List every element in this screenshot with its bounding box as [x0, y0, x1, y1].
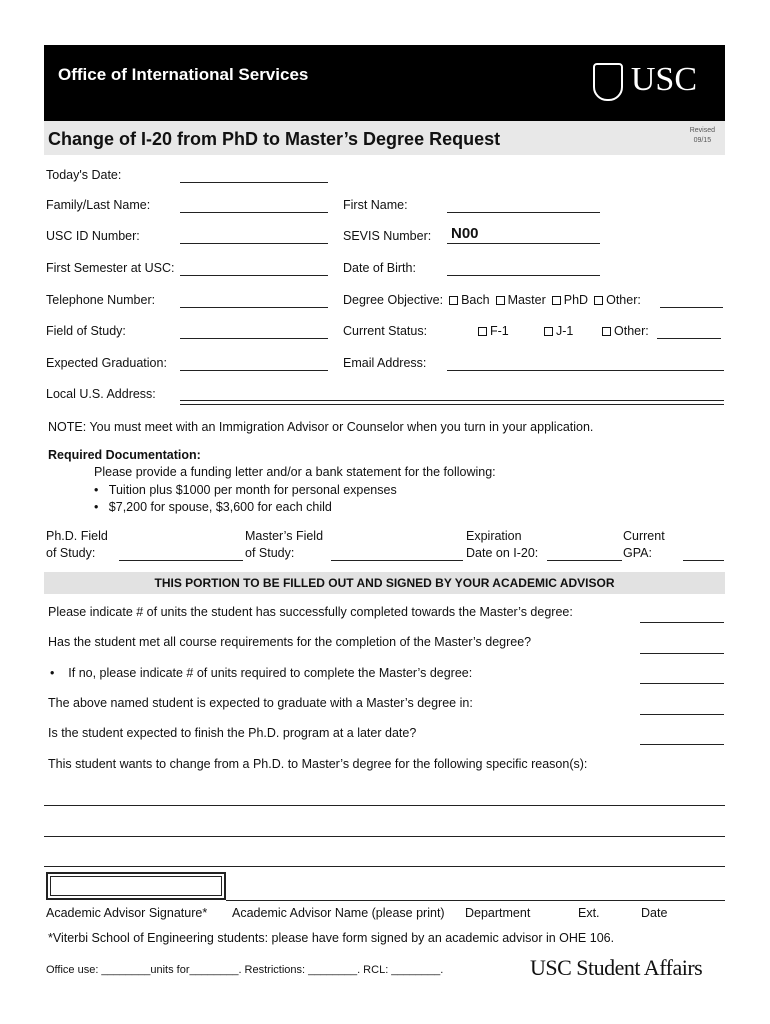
dob-label: Date of Birth: — [343, 261, 416, 275]
units-required-field[interactable] — [640, 683, 724, 684]
other-status-field[interactable] — [657, 338, 721, 339]
signature-label: Academic Advisor Signature* — [46, 906, 208, 920]
advisor-question: The above named student is expected to graduate with a Master’s degree in: — [48, 696, 473, 710]
advisor-section-band — [44, 572, 725, 594]
requirements-met-field[interactable] — [640, 653, 724, 654]
advisor-question: Is the student expected to finish the Ph.D. program at a later date? — [48, 726, 417, 740]
date-label: Date — [641, 906, 668, 920]
gpa-field[interactable] — [683, 560, 724, 561]
usc-logo: USC — [630, 61, 697, 98]
advisor-question: • If no, please indicate # of units required to complete the Master’s degree: — [50, 666, 473, 680]
ext-label: Ext. — [578, 906, 600, 920]
advisor-section-heading: THIS PORTION TO BE FILLED OUT AND SIGNED BY YOUR ACADEMIC ADVISOR — [154, 576, 615, 590]
f1-label: F-1 — [490, 324, 509, 338]
first-name-label: First Name: — [343, 198, 408, 212]
first-semester-field[interactable] — [180, 275, 328, 276]
first-name-field[interactable] — [447, 212, 600, 213]
signature-row-line — [226, 900, 725, 901]
master-label: Master — [507, 293, 546, 307]
reason-line[interactable] — [44, 836, 725, 837]
bach-label: Bach — [461, 293, 490, 307]
f1-option — [472, 324, 509, 338]
advisor-question: This student wants to change from a Ph.D. to Master’s degree for the following specific reason(s): — [48, 757, 588, 771]
degree-objective-label: Degree Objective: — [343, 293, 444, 307]
todays-date-field[interactable] — [180, 182, 328, 183]
finish-phd-field[interactable] — [640, 744, 724, 745]
advisor-question: Please indicate # of units the student has successfully completed towards the Master’s degree: — [48, 605, 573, 619]
required-doc-item: • Tuition plus $1000 per month for personal expenses — [94, 483, 397, 497]
required-doc-item: • $7,200 for spouse, $3,600 for each child — [94, 500, 332, 514]
required-docs-heading: Required Documentation: — [48, 448, 201, 462]
field-of-study-field[interactable] — [180, 338, 328, 339]
header-bar — [44, 45, 725, 121]
department-label: Department — [465, 906, 531, 920]
advisor-question: Has the student met all course requirements for the completion of the Master’s degree? — [48, 635, 532, 649]
telephone-field[interactable] — [180, 307, 328, 308]
todays-date-label: Today's Date: — [46, 168, 122, 182]
phd-field-of-study-field[interactable] — [119, 560, 243, 561]
reason-line[interactable] — [44, 866, 725, 867]
master-checkbox[interactable] — [496, 296, 505, 305]
advisor-name-label: Academic Advisor Name (please print) — [232, 906, 445, 920]
local-address-label: Local U.S. Address: — [46, 387, 156, 401]
advisor-signature-box[interactable] — [46, 872, 226, 900]
expiration-label-1: Expiration — [466, 529, 522, 543]
graduation-degree-field[interactable] — [640, 714, 724, 715]
phd-label: PhD — [563, 293, 589, 307]
usc-id-label: USC ID Number: — [46, 229, 140, 243]
sevis-label: SEVIS Number: — [343, 229, 432, 243]
f1-checkbox[interactable] — [478, 327, 487, 336]
other-status-label: Other: — [614, 324, 649, 338]
reason-line[interactable] — [44, 805, 725, 806]
master-field-of-study-field[interactable] — [331, 560, 463, 561]
local-address-field[interactable] — [180, 400, 724, 401]
required-doc-text: Tuition plus $1000 per month for personal expenses — [108, 483, 397, 497]
master-field-label-2: of Study: — [245, 546, 295, 560]
j1-checkbox[interactable] — [544, 327, 553, 336]
master-field-label-1: Master’s Field — [245, 529, 324, 543]
revised-date: 09/15 — [693, 137, 712, 144]
telephone-label: Telephone Number: — [46, 293, 156, 307]
expected-graduation-field[interactable] — [180, 370, 328, 371]
j1-option — [538, 324, 573, 338]
expiration-label-2: Date on I-20: — [466, 546, 539, 560]
units-completed-field[interactable] — [640, 622, 724, 623]
viterbi-note: *Viterbi School of Engineering students: please have form signed by an academic advisor in OHE 106. — [48, 931, 615, 945]
phd-checkbox[interactable] — [552, 296, 561, 305]
degree-objective-row — [343, 293, 641, 307]
j1-label: J-1 — [556, 324, 574, 338]
gpa-label-2: GPA: — [623, 546, 652, 560]
email-label: Email Address: — [343, 356, 427, 370]
office-name: Office of International Services — [58, 65, 309, 84]
family-name-label: Family/Last Name: — [46, 198, 151, 212]
required-docs-intro: Please provide a funding letter and/or a bank statement for the following: — [94, 465, 496, 479]
dob-field[interactable] — [447, 275, 600, 276]
other-status-checkbox[interactable] — [602, 327, 611, 336]
required-doc-text: $7,200 for spouse, $3,600 for each child — [108, 500, 332, 514]
office-use-line: Office use: ________units for________. Restrictions: ________. RCL: ________. — [46, 964, 444, 976]
title-bar — [44, 121, 725, 155]
phd-field-label-1: Ph.D. Field — [46, 529, 108, 543]
other-degree-checkbox[interactable] — [594, 296, 603, 305]
immigration-note: NOTE: You must meet with an Immigration Advisor or Counselor when you turn in your application. — [48, 420, 594, 434]
current-status-label: Current Status: — [343, 324, 428, 338]
other-degree-label: Other: — [606, 293, 641, 307]
units-required-text: If no, please indicate # of units required to complete the Master’s degree: — [68, 666, 473, 680]
form-title: Change of I-20 from PhD to Master’s Degree Request — [48, 129, 501, 149]
revision-note — [690, 126, 715, 146]
family-name-field[interactable] — [180, 212, 328, 213]
phd-field-label-2: of Study: — [46, 546, 96, 560]
revised-label: Revised — [689, 127, 715, 134]
student-affairs-logo: USC Student Affairs — [530, 955, 703, 980]
other-status-option — [596, 324, 649, 338]
first-semester-label: First Semester at USC: — [46, 261, 175, 275]
other-degree-field[interactable] — [660, 307, 723, 308]
email-field[interactable] — [447, 370, 724, 371]
bach-checkbox[interactable] — [449, 296, 458, 305]
usc-seal-icon — [593, 63, 623, 101]
usc-id-field[interactable] — [180, 243, 328, 244]
field-of-study-label: Field of Study: — [46, 324, 126, 338]
local-address-rule — [180, 404, 724, 405]
expected-graduation-label: Expected Graduation: — [46, 356, 167, 370]
sevis-field[interactable] — [447, 243, 600, 244]
gpa-label-1: Current — [623, 529, 665, 543]
sevis-value: N00 — [451, 225, 479, 242]
expiration-date-field[interactable] — [547, 560, 622, 561]
